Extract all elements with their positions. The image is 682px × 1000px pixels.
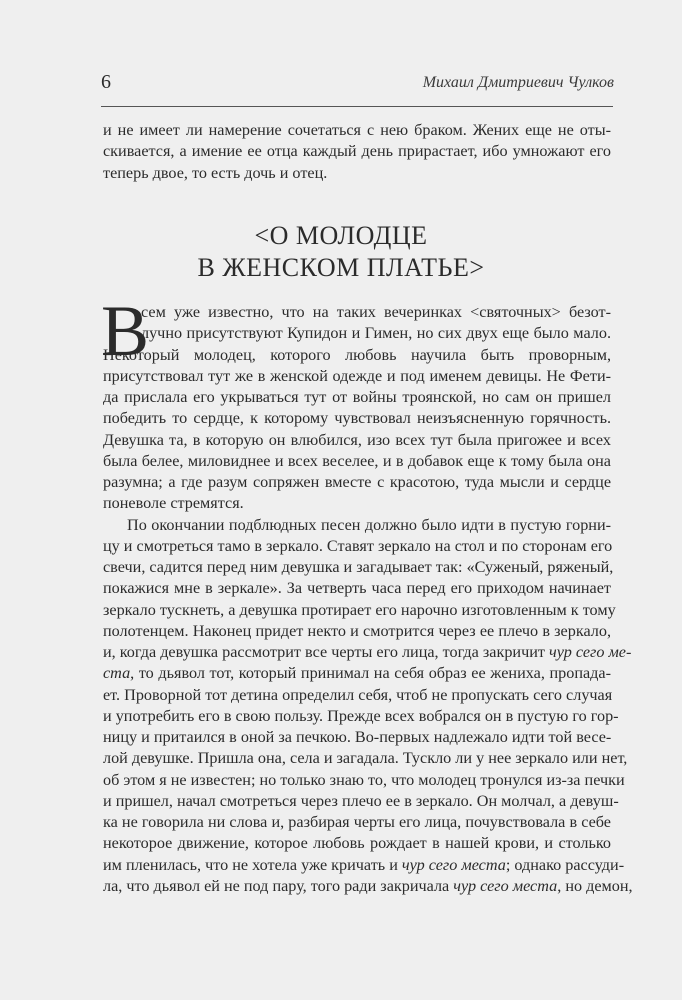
text-run: и, когда девушка рассмотрит все черты его лица, тогда закричит: [103, 643, 550, 661]
text-line: победить то сердце, к которому чувствовал неизъясненную горячность.: [103, 409, 611, 428]
text-run: ; однако рассуди-: [505, 855, 625, 874]
text-line: об этом я не известен; но только знаю то, что молодец тронулся из-за печки: [103, 770, 625, 789]
text-line: некоторое движение, которое любовь рождает в нашей крови, и столько: [103, 834, 611, 853]
text-line: ницу и притаился в оной за печкою. Во-первых надлежало идти той весе-: [103, 728, 612, 746]
text-line: да прислала его укрываться тут от войны троянской, но сам он пришел: [103, 388, 611, 406]
text-line: [103, 663, 611, 684]
text-line: поневоле стремятся.: [103, 494, 244, 513]
chapter-title-line: <О МОЛОДЦЕ: [254, 221, 428, 250]
chapter-title: [0, 220, 682, 284]
text-line: разумна; а где разум сопряжен вместе с красотою, туда мысли и сердце: [103, 473, 611, 491]
text-line: Некоторый молодец, которого любовь научила быть проворным,: [103, 345, 611, 364]
running-head: Михаил Дмитриевич Чулков: [422, 74, 614, 91]
italic-phrase: ста: [103, 664, 131, 683]
header-rule: [101, 106, 613, 107]
text-run: , то дьявол тот, который принимал на себя образ ее жениха, пропада-: [130, 664, 611, 683]
text-line: цу и смотреться тамо в зеркало. Ставят зеркало на стол и по сторонам его: [103, 536, 613, 555]
text-line: [103, 855, 625, 876]
intro-paragraph: [103, 120, 611, 184]
text-line: присутствовал тут же в женской одежде и под именем девицы. Не Фети-: [103, 366, 611, 385]
text-line: сем уже известно, что на таких вечеринках <святочных> безот-: [141, 303, 611, 321]
italic-phrase: чур сего места: [401, 855, 506, 874]
text-line: Девушка та, в которую он влюбился, изо всех тут была пригожее и всех: [103, 430, 611, 449]
text-run: им пленилась, что не хотела уже кричать и: [103, 855, 402, 874]
text-line: зеркало тускнеть, а девушка протирает его нарочно изготовленным к тому: [103, 600, 616, 619]
chapter-title-line: В ЖЕНСКОМ ПЛАТЬЕ>: [197, 253, 485, 282]
text-line: [103, 876, 633, 897]
paragraph: [103, 302, 611, 515]
text-line: скивается, а имение ее отца каждый день прирастает, ибо умножают его: [103, 142, 611, 161]
text-line: свечи, садится перед ним девушка и загадывает так: «Суженый, ряженый,: [103, 558, 614, 576]
text-line: и не имеет ли намерение сочетаться с нею браком. Жених еще не оты-: [103, 121, 611, 139]
paragraph: [103, 515, 633, 898]
text-line: лучно присутствуют Купидон и Гимен, но сих двух еще было мало.: [141, 324, 611, 343]
text-line: теперь двое, то есть дочь и отец.: [103, 163, 328, 182]
text-line: ка не говорила ни слова и, разбирая черты его лица, почувствовала в себе: [103, 813, 611, 831]
text-run: , но демон,: [557, 876, 633, 895]
italic-phrase: чур сего ме-: [549, 643, 632, 661]
text-line: и употребить его в свою пользу. Прежде всех вобрался он в пустую го гор-: [103, 706, 619, 725]
drop-cap: В: [101, 291, 150, 371]
text-line: покажися мне в зеркале». За четверть часа перед его приходом начинает: [103, 579, 611, 598]
text-line: По окончании подблюдных песен должно было идти в пустую горни-: [127, 515, 611, 534]
text-line: [103, 642, 632, 663]
italic-phrase: чур сего места: [453, 876, 558, 895]
text-line: полотенцем. Наконец придет некто и смотрится через ее плечо в зеркало,: [103, 621, 611, 640]
text-run: ла, что дьявол ей не под пару, того ради закричала: [103, 876, 454, 895]
text-line: лой девушке. Пришла она, села и загадала. Тускло ли у нее зеркало или нет,: [103, 749, 628, 768]
chapter-body: [103, 302, 633, 897]
page-number: 6: [101, 71, 111, 93]
text-line: ет. Проворной тот детина определил себя, чтоб не пропускать сего случая: [103, 685, 613, 704]
text-line: и пришел, начал смотреться через плечо ее в зеркало. Он молчал, а девуш-: [103, 791, 619, 810]
text-line: была белее, миловиднее и всех веселее, и в добавок еще к тому была она: [103, 451, 611, 470]
